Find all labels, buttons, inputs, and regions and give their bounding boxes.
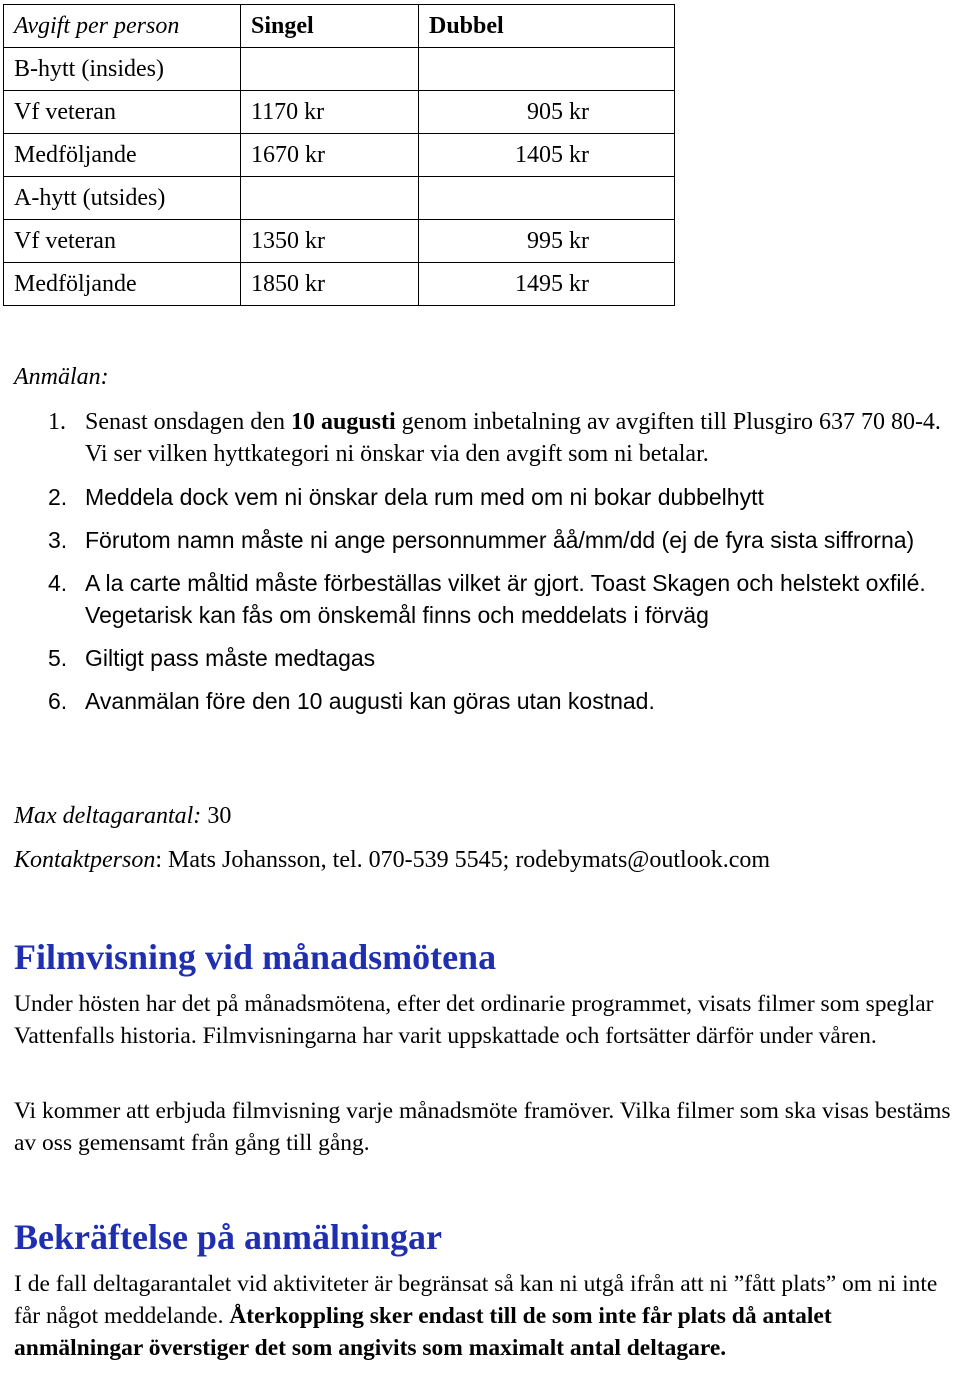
table-row xyxy=(4,263,675,306)
singel-cell: 1670 kr xyxy=(241,134,419,177)
step-text: genom inbetalning av avgiften till Plusgiro 637 70 80-4. Vi ser vilken hyttkategori ni önskar via den avgift som ni betalar. xyxy=(85,409,941,467)
step-deadline: 10 augusti xyxy=(290,409,396,435)
singel-cell: 1170 kr xyxy=(241,91,419,134)
row-label: A-hytt (utsides) xyxy=(4,177,241,220)
step-number: 2. xyxy=(48,484,68,510)
step-number: 6. xyxy=(48,688,68,714)
list-item xyxy=(0,567,950,631)
max-participants xyxy=(14,803,231,830)
confirmation-text: I de fall deltagarantalet vid aktiviteter är begränsat så kan ni utgå ifrån att ni ”fått plats” om ni inte får något meddelande. xyxy=(14,1271,938,1329)
step-number: 4. xyxy=(48,570,68,596)
header-cell: Avgift per person xyxy=(4,5,241,48)
dubbel-cell xyxy=(419,177,675,220)
price-table xyxy=(3,4,675,306)
singel-cell: 1850 kr xyxy=(241,263,419,306)
step-text: Meddela dock vem ni önskar dela rum med om ni bokar dubbelhytt xyxy=(85,484,764,510)
dubbel-cell: 905 kr xyxy=(419,91,675,134)
dubbel-cell: 1495 kr xyxy=(419,263,675,306)
anmalan-label: Anmälan: xyxy=(14,364,109,390)
list-item xyxy=(0,406,950,470)
row-label: Vf veteran xyxy=(4,220,241,263)
header-cell: Singel xyxy=(241,5,419,48)
registration-steps xyxy=(0,406,950,728)
row-label: Medföljande xyxy=(4,134,241,177)
section-heading-confirmation: Bekräftelse på anmälningar xyxy=(14,1217,442,1257)
max-label: Max deltagarantal: xyxy=(14,803,202,829)
step-text: Förutom namn måste ni ange personnummer åå/mm/dd (ej de fyra sista siffrorna) xyxy=(85,527,915,553)
list-item xyxy=(0,642,950,674)
step-number: 3. xyxy=(48,527,68,553)
contact-value: : Mats Johansson, tel. 070-539 5545; rodebymats@outlook.com xyxy=(155,847,771,873)
table-row xyxy=(4,91,675,134)
table-row xyxy=(4,48,675,91)
step-text: Senast onsdagen den xyxy=(85,409,291,435)
dubbel-cell: 995 kr xyxy=(419,220,675,263)
singel-cell: 1350 kr xyxy=(241,220,419,263)
header-cell: Dubbel xyxy=(419,5,675,48)
step-number: 5. xyxy=(48,645,68,671)
contact-person xyxy=(14,847,770,874)
list-item xyxy=(0,524,950,556)
row-label: Medföljande xyxy=(4,263,241,306)
step-text: A la carte måltid måste förbeställas vilket är gjort. Toast Skagen och helstekt oxfilé. Vegetarisk kan fås om önskemål finns och meddelats i förväg xyxy=(85,570,926,628)
row-label: B-hytt (insides) xyxy=(4,48,241,91)
film-paragraph: Under hösten har det på månadsmötena, efter det ordinarie programmet, visats filmer som speglar Vattenfalls historia. Filmvisningarna har varit uppskattade och fortsätter därför under våren. xyxy=(14,991,934,1049)
step-number: 1. xyxy=(48,409,66,435)
table-header-row xyxy=(4,5,675,48)
dubbel-cell xyxy=(419,48,675,91)
list-item xyxy=(0,481,950,513)
table-row xyxy=(4,134,675,177)
singel-cell xyxy=(241,48,419,91)
singel-cell xyxy=(241,177,419,220)
section-heading-film: Filmvisning vid månadsmötena xyxy=(14,937,497,977)
contact-label: Kontaktperson xyxy=(14,847,156,873)
max-value: 30 xyxy=(201,803,232,829)
confirmation-bold-text: Återkoppling sker endast till de som inte får plats då antalet anmälningar överstiger det som angivits som maximalt antal deltagare. xyxy=(14,1303,832,1361)
row-label: Vf veteran xyxy=(4,91,241,134)
list-item xyxy=(0,685,950,717)
confirmation-paragraph xyxy=(14,1268,959,1364)
table-row xyxy=(4,177,675,220)
film-paragraph: Vi kommer att erbjuda filmvisning varje månadsmöte framöver. Vilka filmer som ska visas bestäms av oss gemensamt från gång till gång. xyxy=(14,1098,951,1156)
dubbel-cell: 1405 kr xyxy=(419,134,675,177)
table-row xyxy=(4,220,675,263)
step-text: Avanmälan före den 10 augusti kan göras utan kostnad. xyxy=(85,688,655,714)
step-text: Giltigt pass måste medtagas xyxy=(85,645,376,671)
